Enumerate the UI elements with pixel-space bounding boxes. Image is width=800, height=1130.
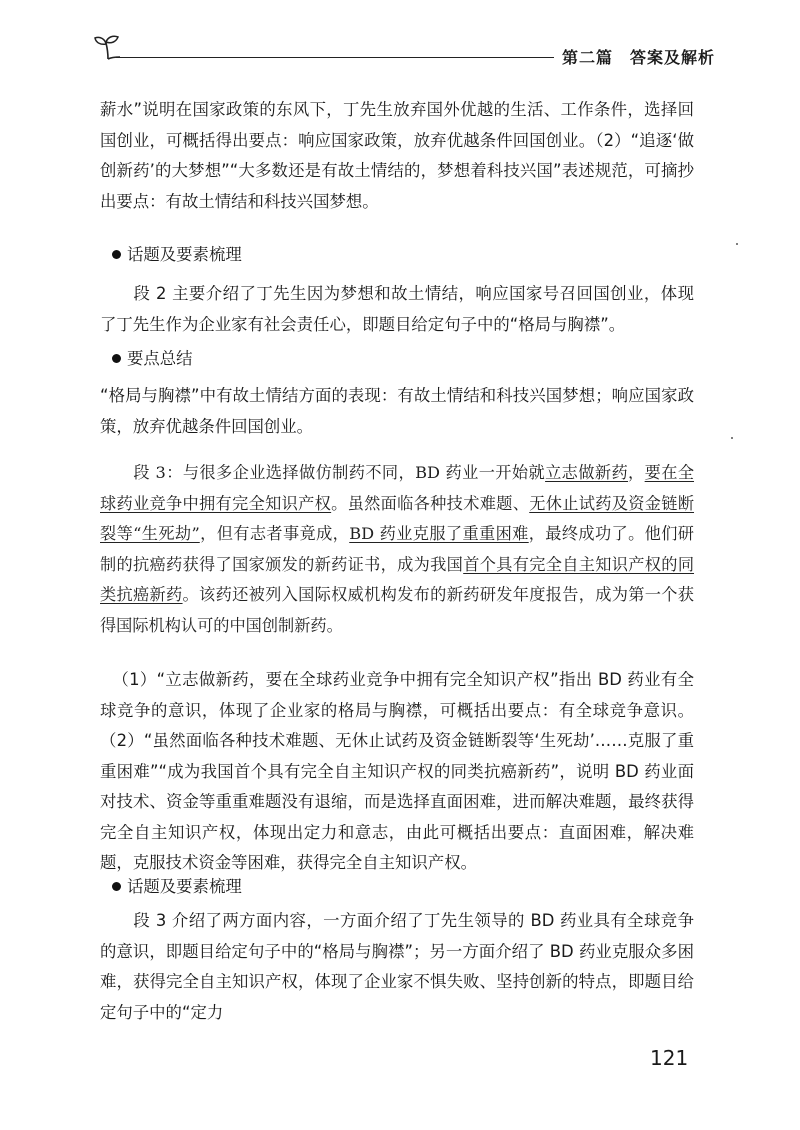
running-header	[0, 0, 800, 80]
header-rule	[116, 57, 554, 58]
paragraph-2: 段 2 主要介绍了丁先生因为梦想和故土情结，响应国家号召回国创业，体现了丁先生作为企业家有社会责任心，即题目给定句子中的“格局与胸襟”。	[100, 284, 694, 334]
scan-speck	[731, 437, 733, 439]
underlined-phrase: 首个具有完全自主知识产权的同类抗癌新药	[100, 554, 695, 604]
bullet-dot-icon	[112, 250, 121, 259]
bullet-dot-icon	[112, 354, 121, 363]
paragraph-5: 段 3 介绍了两方面内容，一方面介绍了丁先生领导的 BD 药业具有全球竞争的意识，即题目给定句子中的“格局与胸襟”；另一方面介绍了 BD 药业克服众多困难，获得完全自主知识产权，体现了企业家不惧失败、坚持创新的特点，即题目给定句子中的“定力	[100, 911, 694, 1022]
heading-key-points-summary: 要点总结	[112, 344, 193, 374]
heading-topic-elements-2: 话题及要素梳理	[112, 872, 242, 902]
paragraph-4: （1）“立志做新药，要在全球药业竞争中拥有完全知识产权”指出 BD 药业有全球竞争的意识，体现了企业家的格局与胸襟，可概括出要点：有全球竞争意识。（2）“虽然面临各种技术难题、无休止试药及资金链断裂等‘生死劫’……克服了重重困难”“成为我国首个具有完全自主知识产权的同类抗癌新药”，说明 BD 药业面对技术、资金等重重难题没有退缩，而是选择直面困难，进而解决难题，最终获得完全自主知识产权，体现出定力和意志，由此可概括出要点：直面困难，解决难题，克服技术资金等困难，获得完全自主知识产权。	[100, 670, 694, 872]
underlined-phrase: 无休止试药及资金链断裂等“生死劫”	[100, 493, 695, 543]
heading-topic-elements-1: 话题及要素梳理	[112, 240, 242, 270]
section-title: 第二篇 答案及解析	[562, 48, 716, 67]
underlined-phrase: BD 药业克服了重重困难	[349, 524, 529, 543]
quoted-passage: 段 3：与很多企业选择做仿制药不同，BD 药业一开始就立志做新药，要在全球药业竞争中拥有完全知识产权。虽然面临各种技术难题、无休止试药及资金链断裂等“生死劫”，但有志者事竟成，BD 药业克服了重重困难，最终成功了。他们研制的抗癌药获得了国家颁发的新药证书，成为我国首个具有完全自主知识产权的同类抗癌新药。该药还被列入国际权威机构发布的新药研发年度报告，成为第一个获得国际机构认可的中国创制新药。	[100, 463, 695, 635]
bullet-dot-icon	[112, 882, 121, 891]
underlined-phrase: 立志做新药	[545, 463, 629, 482]
paragraph-1: 薪水”说明在国家政策的东风下，丁先生放弃国外优越的生活、工作条件，选择回国创业，可概括得出要点：响应国家政策，放弃优越条件回国创业。（2）“追逐‘做创新药’的大梦想”“大多数还是有故土情结的，梦想着科技兴国”表述规范，可摘抄出要点：有故土情结和科技兴国梦想。	[100, 100, 694, 211]
paragraph-3: “格局与胸襟”中有故土情结方面的表现：有故土情结和科技兴国梦想；响应国家政策，放弃优越条件回国创业。	[100, 386, 694, 436]
scan-speck	[736, 243, 738, 245]
page-number: 121	[650, 1046, 689, 1070]
underlined-phrase: 要在全球药业竞争中拥有完全知识产权	[100, 463, 695, 513]
